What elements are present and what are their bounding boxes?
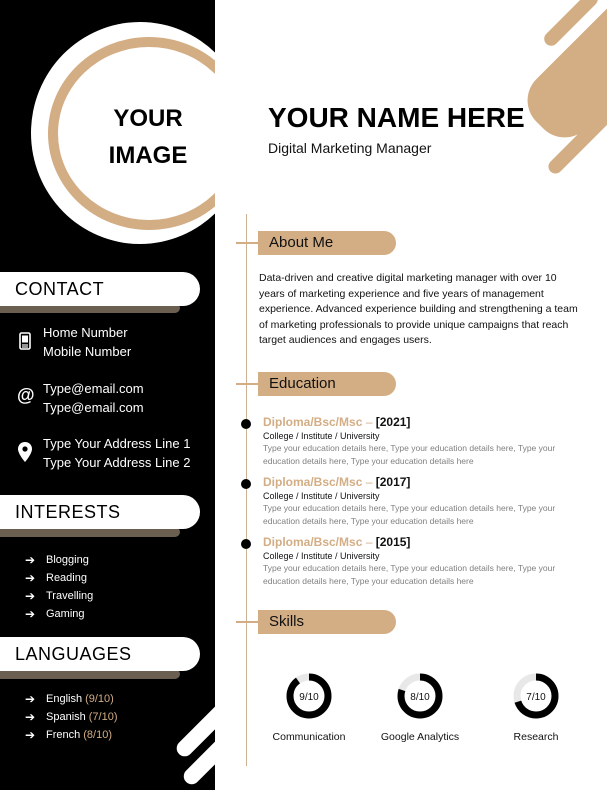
list-item [25, 551, 93, 569]
education-details: Type your education details here, Type your education details here, Type your education details here, Type your education details here [263, 443, 556, 466]
degree: Diploma/Bsc/Msc [263, 475, 363, 489]
candidate-role: Digital Marketing Manager [268, 140, 432, 156]
list-item [25, 569, 93, 587]
year: [2017] [375, 475, 411, 489]
interests-list [25, 551, 93, 623]
email-primary[interactable]: Type@email.com [43, 381, 144, 396]
skill-ring [512, 672, 560, 720]
skill-name: Google Analytics [380, 731, 460, 743]
timeline-tick [236, 383, 258, 385]
education-entry [263, 475, 588, 527]
photo-label-line2: IMAGE [108, 142, 188, 169]
at-icon: @ [17, 385, 35, 405]
photo-label [82, 100, 214, 174]
language-level: (9/10) [85, 693, 114, 705]
candidate-name: YOUR NAME HERE [268, 102, 525, 133]
interests-title: INTERESTS [15, 502, 121, 522]
education-heading [263, 475, 588, 489]
language-name: Spanish [46, 711, 86, 723]
timeline-tick [236, 621, 258, 623]
language-name: French [46, 729, 81, 741]
list-item [25, 726, 118, 744]
education-details: Type your education details here, Type your education details here, Type your education details here, Type your education details here [263, 503, 556, 526]
interest-label: Gaming [46, 608, 85, 620]
interest-label: Reading [46, 572, 87, 584]
skill-score: 9/10 [299, 692, 319, 703]
skill-name: Research [513, 731, 559, 743]
list-item [25, 605, 93, 623]
arrow-right-icon: ➔ [25, 589, 36, 603]
year: [2015] [375, 535, 411, 549]
email-lines [43, 379, 144, 417]
education-title: Education [269, 375, 336, 392]
education-header [258, 372, 396, 396]
timeline-dot [241, 479, 251, 489]
skill-ring [285, 672, 333, 720]
location-pin-icon [17, 442, 33, 462]
interests-header [0, 495, 200, 529]
languages-list [25, 690, 118, 744]
languages-title: LANGUAGES [15, 644, 132, 664]
timeline-dot [241, 539, 251, 549]
skills-title: Skills [269, 613, 305, 630]
list-item [25, 587, 93, 605]
timeline-tick [236, 242, 258, 244]
home-number[interactable]: Home Number [43, 325, 128, 340]
email-secondary[interactable]: Type@email.com [43, 400, 144, 415]
timeline-line [246, 214, 247, 766]
skill-name: Communication [272, 731, 346, 743]
education-entry [263, 415, 588, 467]
list-item [25, 690, 118, 708]
skills-header [258, 610, 396, 634]
address-line-2[interactable]: Type Your Address Line 2 [43, 455, 191, 470]
year: [2021] [375, 415, 411, 429]
institution: College / Institute / University [263, 551, 380, 561]
skill-score: 8/10 [410, 692, 430, 703]
list-item [25, 708, 118, 726]
language-level: (8/10) [83, 729, 112, 741]
education-heading [263, 415, 588, 429]
interest-label: Travelling [46, 590, 94, 602]
education-entry [263, 535, 588, 587]
about-title: About Me [269, 234, 334, 251]
skill-item [254, 672, 364, 743]
separator: – [362, 475, 376, 489]
skill-score: 7/10 [526, 692, 546, 703]
languages-header [0, 637, 200, 671]
mobile-number[interactable]: Mobile Number [43, 344, 132, 359]
sidebar [0, 0, 215, 790]
language-name: English [46, 693, 83, 705]
institution: College / Institute / University [263, 491, 380, 501]
phone-lines [43, 323, 131, 361]
education-heading [263, 535, 588, 549]
arrow-right-icon: ➔ [25, 553, 36, 567]
address-line-1[interactable]: Type Your Address Line 1 [43, 436, 191, 451]
photo-label-line1: YOUR [113, 105, 183, 132]
degree: Diploma/Bsc/Msc [263, 535, 363, 549]
skill-item [365, 672, 475, 743]
address-lines [43, 434, 190, 472]
institution: College / Institute / University [263, 431, 380, 441]
language-level: (7/10) [88, 711, 118, 723]
contact-title: CONTACT [15, 279, 105, 299]
arrow-right-icon: ➔ [25, 607, 36, 621]
arrow-right-icon: ➔ [25, 692, 36, 706]
degree: Diploma/Bsc/Msc [263, 415, 363, 429]
contact-header [0, 272, 200, 306]
timeline-dot [241, 419, 251, 429]
education-details: Type your education details here, Type your education details here, Type your education details here, Type your education details here [263, 563, 556, 586]
interest-label: Blogging [46, 554, 89, 566]
separator: – [362, 415, 376, 429]
arrow-right-icon: ➔ [25, 571, 36, 585]
phone-icon [17, 332, 33, 352]
arrow-right-icon: ➔ [25, 710, 36, 724]
arrow-right-icon: ➔ [25, 728, 36, 742]
about-text: Data-driven and creative digital marketing manager with over 10 years of marketing experience and five years of management experience. Advanced experience building and strengthening a team of marketing professionals to provide unique campaigns that reach target audiences and engages users. [259, 272, 578, 346]
separator: – [362, 535, 376, 549]
skill-item [481, 672, 591, 743]
skill-ring [396, 672, 444, 720]
about-header [258, 231, 396, 255]
